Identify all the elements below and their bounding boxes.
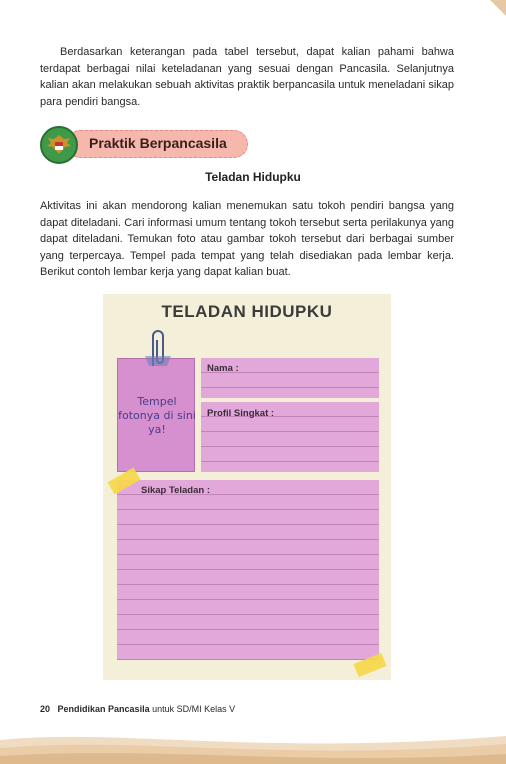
paper-clip-icon	[141, 326, 175, 368]
book-subtitle: untuk SD/MI Kelas V	[152, 704, 236, 714]
activity-paragraph: Aktivitas ini akan mendorong kalian menemukan satu tokoh pendiri bangsa yang dapat diteladani. Cari informasi umum tentang tokoh tersebut serta perilakunya yang dapat diteladani. Temukan foto atau gambar tokoh tersebut dari berbagai sumber yang terpercaya. Tempel pada tempat yang telah disediakan pada lembar kerja. Berikut contoh lembar kerja yang dapat kalian buat.	[40, 200, 454, 278]
profile-field	[201, 402, 379, 472]
book-title: Pendidikan Pancasila	[57, 704, 150, 714]
photo-placeholder-box	[117, 358, 195, 472]
profile-label: Profil Singkat :	[207, 408, 275, 419]
worksheet-title: TELADAN HIDUPKU	[161, 302, 333, 321]
activity-title: Teladan Hidupku	[205, 170, 301, 184]
attitude-field	[117, 480, 379, 660]
garuda-emblem-icon	[40, 126, 78, 164]
footer-wave-decoration	[0, 726, 506, 764]
name-field	[201, 358, 379, 398]
page-footer	[40, 704, 235, 714]
photo-placeholder-text: Tempel fotonya di sini ya!	[118, 395, 196, 436]
attitude-label: Sikap Teladan :	[141, 485, 210, 496]
banner-pill	[66, 130, 248, 158]
banner-title: Praktik Berpancasila	[89, 135, 227, 151]
page-corner-decoration	[490, 0, 506, 16]
section-banner	[40, 126, 246, 162]
name-label: Nama :	[207, 363, 239, 374]
page-number: 20	[40, 704, 51, 714]
intro-paragraph: Berdasarkan keterangan pada tabel tersebut, dapat kalian pahami bahwa terdapat berbagai nilai keteladanan yang sesuai dengan Pancasila. Selanjutnya kalian akan melakukan sebuah aktivitas praktik berpancasila untuk meneladani sikap para pendiri bangsa.	[40, 46, 454, 108]
worksheet-card	[103, 294, 391, 680]
